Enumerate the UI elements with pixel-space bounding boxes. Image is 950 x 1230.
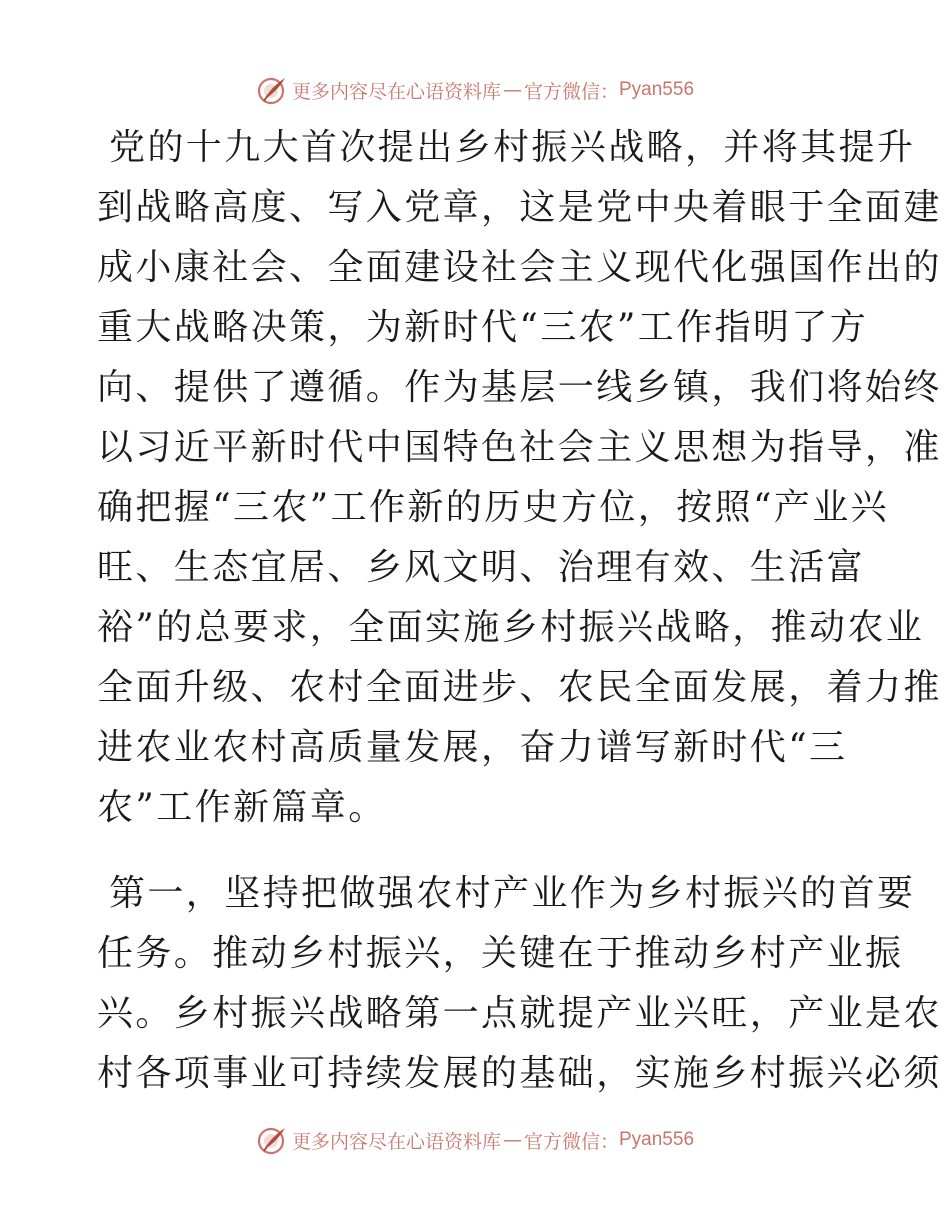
text-line: 成小康社会、全面建设社会主义现代化强国作出的: [97, 247, 942, 288]
paragraph-first-point: [97, 864, 942, 1104]
text-line: 向、提供了遵循。作为基层一线乡镇，我们将始终: [97, 367, 942, 408]
text-line: 重大战略决策，为新时代“三农”工作指明了方: [97, 307, 869, 348]
text-line: 兴。乡村振兴战略第一点就提产业兴旺，产业是农: [97, 993, 942, 1034]
text-line: 村各项事业可持续发展的基础，实施乡村振兴必须: [97, 1053, 942, 1094]
text-line: 党的十九大首次提出乡村振兴战略，并将其提升: [109, 127, 916, 168]
text-line: 全面升级、农村全面进步、农民全面发展，着力推: [97, 667, 942, 708]
text-line: 以习近平新时代中国特色社会主义思想为指导，准: [97, 427, 942, 468]
paragraph-intro: [97, 118, 942, 838]
document-body: [97, 118, 942, 1104]
feather-pen-logo-icon: [256, 1124, 288, 1156]
text-line: 裕”的总要求，全面实施乡村振兴战略，推动农业: [97, 607, 925, 648]
banner-wechat-id: Pyan556: [619, 1129, 695, 1150]
text-line: 到战略高度、写入党章，这是党中央着眼于全面建: [97, 187, 942, 228]
text-line: 旺、生态宜居、乡风文明、治理有效、生活富: [97, 547, 866, 588]
banner-text: 更多内容尽在心语资料库: [291, 80, 501, 103]
text-line: 进农业农村高质量发展，奋力谱写新时代“三: [97, 727, 848, 768]
footer-watermark-banner: [0, 1120, 950, 1160]
text-line: 农”工作新篇章。: [97, 787, 387, 828]
banner-wechat-id: Pyan556: [619, 79, 695, 100]
text-line: 任务。推动乡村振兴，关键在于推动乡村产业振: [97, 933, 904, 974]
banner-text: 更多内容尽在心语资料库: [291, 1130, 501, 1153]
header-watermark-banner: [0, 70, 950, 110]
banner-wechat-label: 官方微信：: [523, 1130, 619, 1153]
banner-wechat-label: 官方微信：: [523, 80, 619, 103]
text-line: 确把握“三农”工作新的历史方位，按照“产业兴: [97, 487, 890, 528]
feather-pen-logo-icon: [256, 74, 288, 106]
text-line: 第一，坚持把做强农村产业作为乡村振兴的首要: [109, 873, 916, 914]
banner-separator: —: [502, 79, 522, 101]
banner-separator: —: [502, 1129, 522, 1151]
